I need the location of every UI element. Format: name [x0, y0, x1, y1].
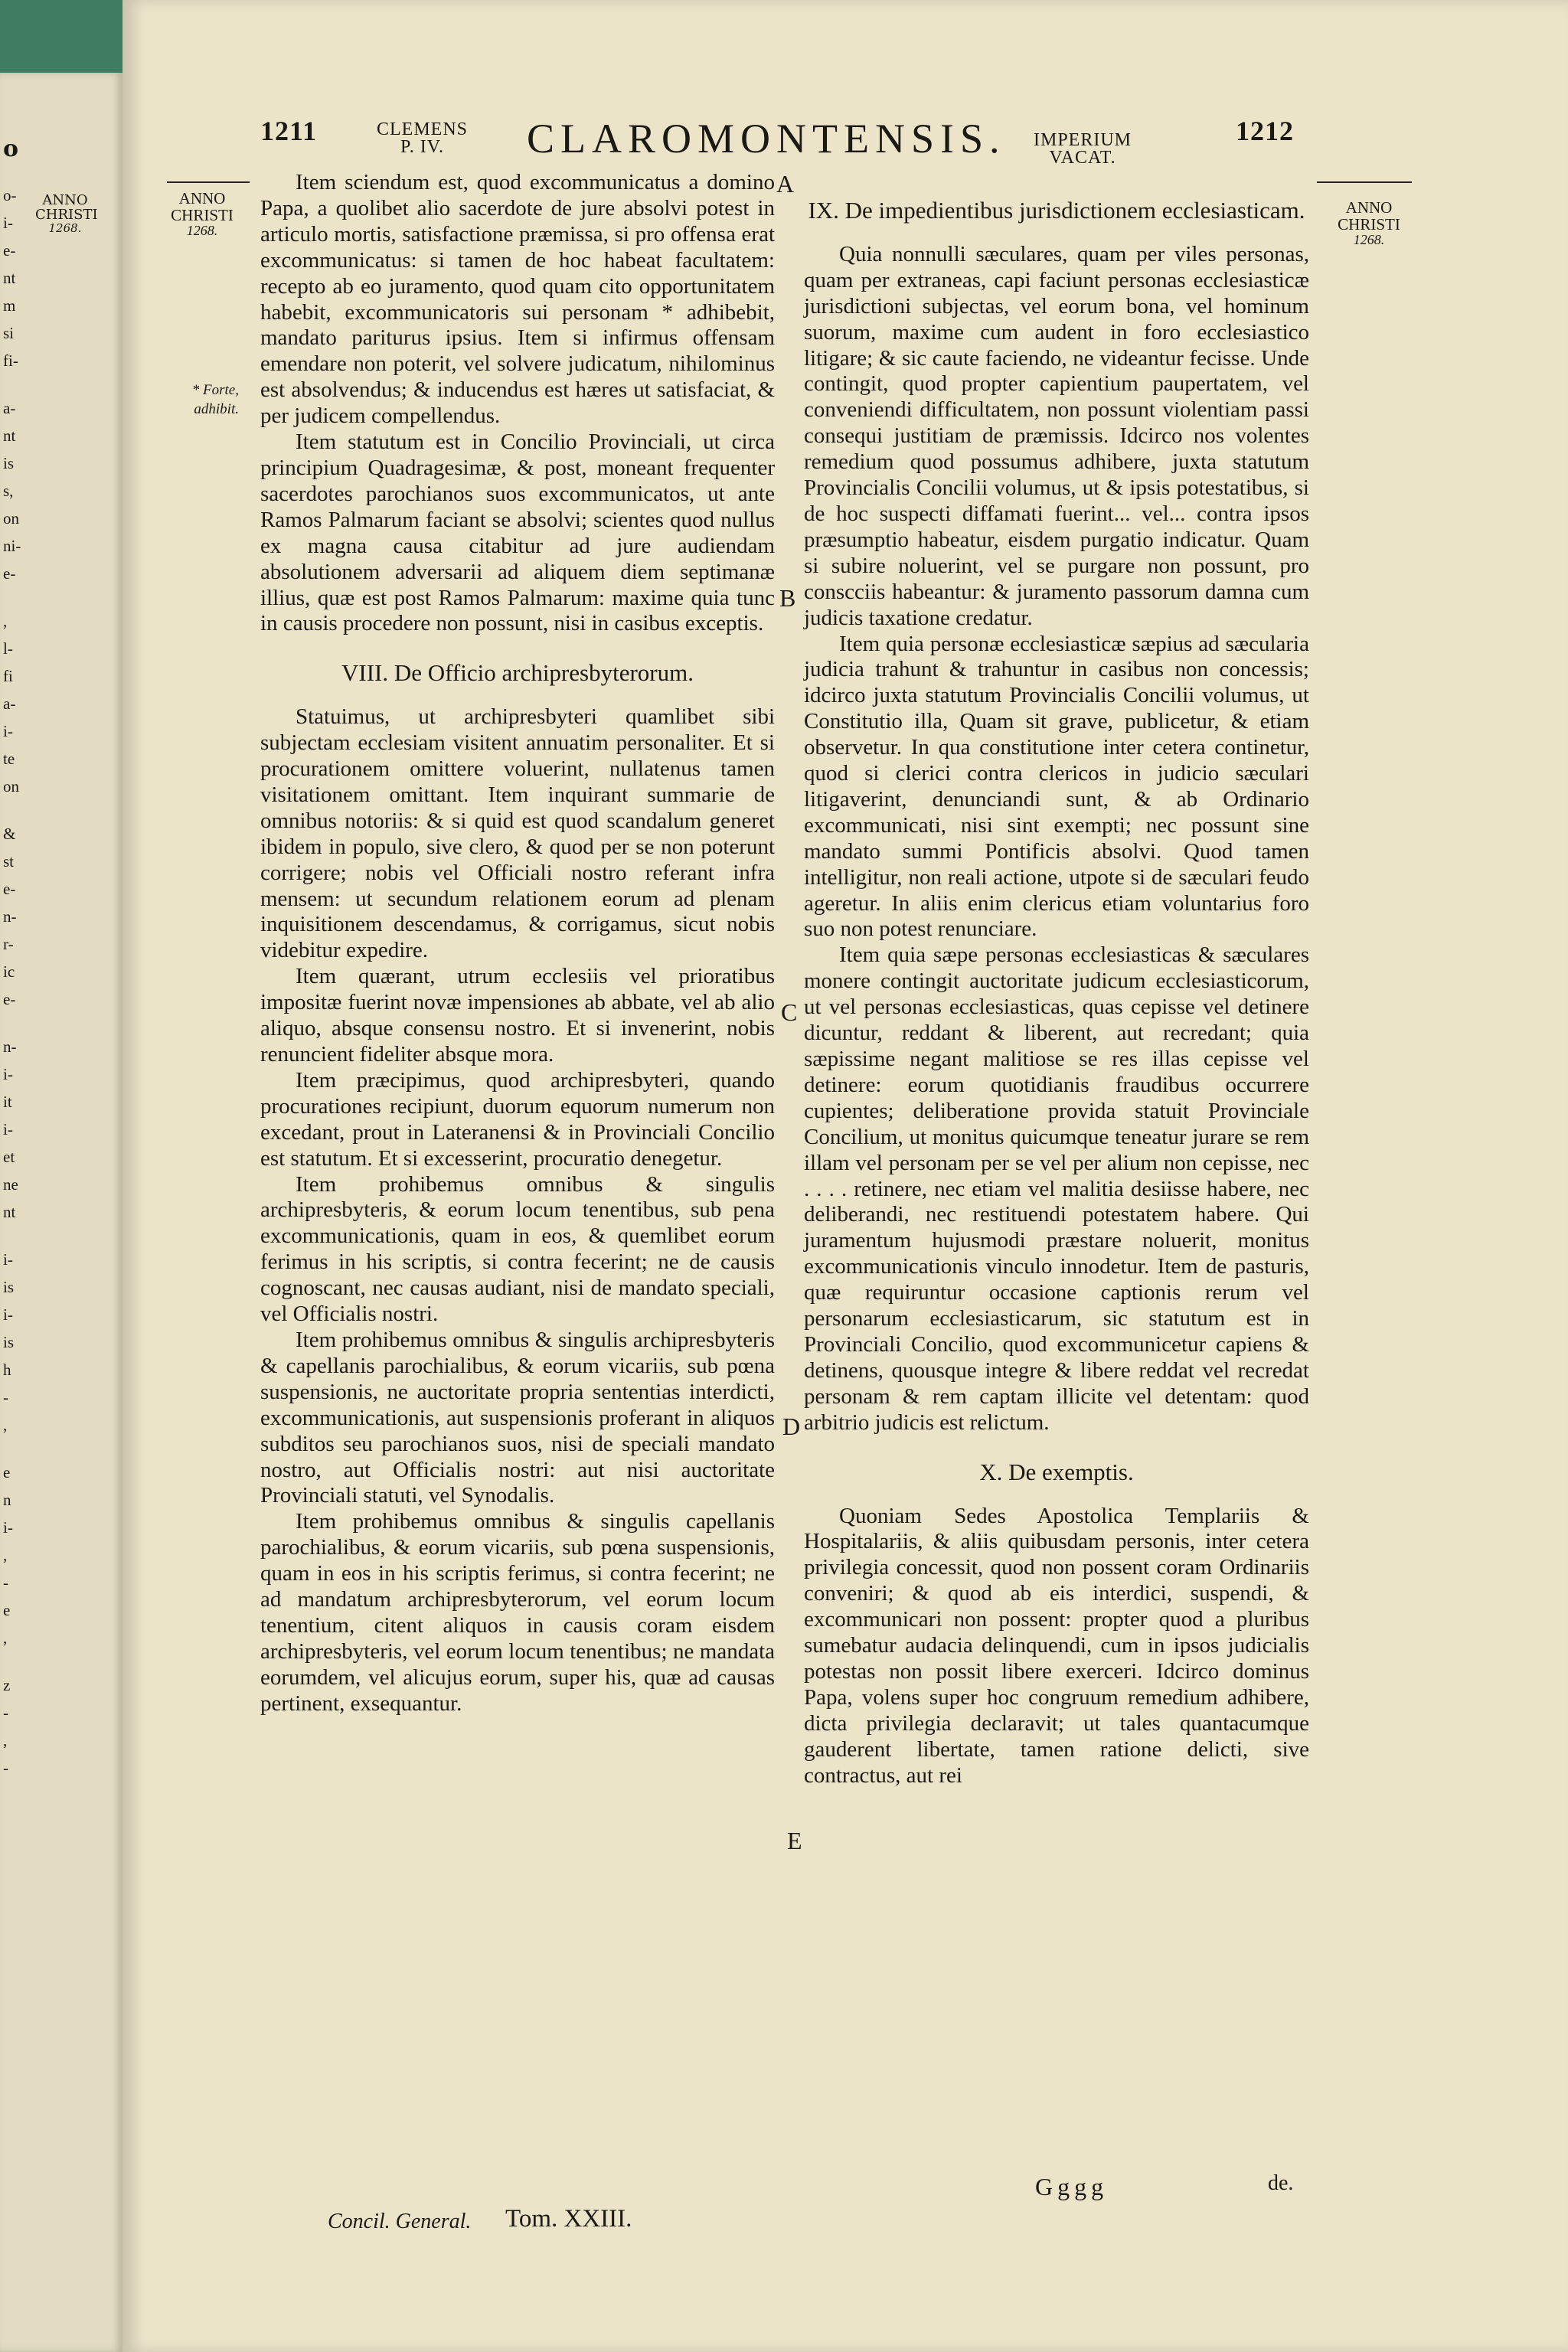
section-marker-e: E — [787, 1827, 802, 1854]
previous-page-fragment: - — [3, 1759, 8, 1777]
previous-page-fragment: ic — [3, 962, 15, 981]
previous-page-fragment: n- — [3, 1037, 17, 1056]
section-marker-c: C — [781, 998, 798, 1026]
left-page-number: 1211 — [260, 116, 318, 146]
prev-anno-line2: CHRISTI — [35, 206, 98, 223]
previous-page-fragment: n- — [3, 907, 17, 926]
left-paragraph-2: Item statutum est in Concilio Provinciali, ut circa principium Quadragesimæ, & post, moneant frequenter sacerdotes parochianos suos excommunicatos, ut ante Ramos Palmarum faciant se absolvi; scientes quod nullus ex magna causa citabitur ad jure audiendam absolutionem adversarii ad aliquem diem septimanæ illius, quæ est post Ramos Palmarum: maxime quia tunc in causis procedere non possunt, nisi in casibus exceptis. — [260, 430, 775, 636]
previous-page-fragment: a- — [3, 399, 16, 417]
previous-page-fragment: e- — [3, 564, 16, 583]
right-anno-line1: ANNO — [1345, 198, 1393, 217]
right-paragraph-2: Item quia personæ ecclesiasticæ sæpius ad sæcularia judicia trahunt & trahuntur in casibus non concessis; idcirco juxta statutum Provincialis Concilii volumus, ut Constitutio illa, Quam sit grave, publicetur, & etiam observetur. In qua constitutione inter cetera continetur, quod si clerici contra clericos in judicio sæculari litigaverint, denunciandi sunt, & ab Ordinario excommunicati, nisi sint exempti; nec possunt sine mandato summi Pontificis absolvi. Quod tamen intelligitur, non reali actione, utpote si de sæculari feudo ageretur. In aliis enim clericus etiam voluntarius foro suo non potest renunciare. — [804, 631, 1309, 942]
previous-page-fragment: a- — [3, 694, 16, 713]
previous-page-fragment: on — [3, 777, 19, 795]
previous-page-fragment: & — [3, 825, 16, 843]
left-margin-rule — [167, 181, 250, 183]
previous-page-fragment: fi — [3, 667, 13, 685]
previous-page-fragment: , — [3, 1731, 8, 1749]
section-heading-ix — [804, 198, 1309, 225]
footer-volume-tom: Tom. XXIII. — [505, 2205, 632, 2233]
previous-page-fragment: i- — [3, 1065, 13, 1083]
previous-page-fragment: e — [3, 1463, 11, 1481]
previous-page-fragment: is — [3, 1278, 15, 1296]
previous-page-fragment: s, — [3, 482, 14, 500]
previous-page-fragment: et — [3, 1148, 15, 1166]
previous-page-fragment: n — [3, 1491, 11, 1509]
previous-page-edge — [0, 73, 122, 2352]
previous-page-fragment: i- — [3, 1120, 13, 1138]
previous-page-fragment: ni- — [3, 537, 21, 555]
previous-page-fragment: r- — [3, 935, 14, 953]
book-page — [122, 0, 1568, 2352]
previous-page-fragment: i- — [3, 214, 13, 232]
previous-page-fragment: i- — [3, 1518, 13, 1537]
section-heading-x-text: X. De exemptis. — [979, 1458, 1134, 1485]
previous-page-fragment: e- — [3, 880, 16, 898]
previous-page-fragment: si — [3, 324, 15, 342]
left-paragraph-8: Item prohibemus omnibus & singulis capellanis parochialibus, & eorum vicariis, sub pœna suspensionis, quam in eos in his scriptis ferimus, si contra fecerint; ne ad mandatum archipresbyterorum, vel eorum locum tenentium, citent aliquos in causis coram eisdem archipresbyteris, vel eorum locum tenentibus; ne mandata eorumdem, vel alicujus eorum, super his, quæ ad causas pertinent, exsequantur. — [260, 1509, 775, 1716]
left-paragraph-6: Item prohibemus omnibus & singulis archipresbyteris, & eorum locum tenentibus, sub pena excommunicationis, quam in eos, & quemlibet eorum ferimus in his scriptis, si contra fecerint; ne de causis cognoscant, nec causas audiant, nisi de mandato speciali, vel Officialis nostri. — [260, 1171, 775, 1327]
left-anno-line1: ANNO — [178, 189, 226, 207]
left-anno-christi — [162, 190, 242, 238]
right-paragraph-1: Quia nonnulli sæculares, quam per viles personas, quam per extraneas, capi faciunt personas ecclesiasticæ jurisdictioni subjectas, vel eorum bona, vel hominum suorum, maxime cum audent in foro ecclesiastico litigare; & sic caute faciendo, ne videantur fecisse. Unde contingit, quod propter capientium paupertatem, vel conveniendi difficultatem, non possunt violentiam passi consequi justitiam de præmissis. Idcirco nos volentes remedium quod possumus adhibere, juxta statutum Provincialis Concilii volumus, ut & ipsis potestatibus, si de hoc suspecti diffamati fuerint... vel... contra ipsos præsumptio habeatur, eisdem purgatio indicatur. Quam si subire noluerint, vel se purgare non possunt, pro conscciis habeantur: & juramento passorum damna cum judicis taxatione credatur. — [804, 241, 1309, 630]
signature-mark: Gggg — [1035, 2173, 1109, 2200]
left-paragraph-3: Statuimus, ut archipresbyteri quamlibet sibi subjectam ecclesiam visitent annuatim personaliter. Et si procurationem omittere voluerint, nullatenus tamen visitationem omittant. Item inquirant summarie de omnibus notoriis: & si quid est quod scandalum generet ibidem in populo, sive clero, & quod per se non poterunt corrigere; nobis vel Officiali nostro referant infra mensem: ut secundum relationem eorum ad plenam inquisitionem descendamus, & corrigamus, sicut nobis videbitur expedire. — [260, 704, 775, 963]
left-running-head — [377, 121, 468, 156]
previous-page-fragment: z — [3, 1676, 11, 1694]
previous-page-fragment: - — [3, 1388, 8, 1406]
previous-page-fragment: st — [3, 852, 15, 871]
previous-page-fragment: fi- — [3, 351, 18, 370]
left-paragraph-4: Item quærant, utrum ecclesiis vel prioratibus impositæ fuerint novæ impensiones ab abbate, vel ab alio aliquo, absque consensu nostro. Et si invenerint, nobis renuncient fideliter absque mora. — [260, 964, 775, 1067]
previous-page-fragment: is — [3, 454, 15, 472]
previous-page-fragment: m — [3, 296, 16, 315]
side-note-line1: * Forte, — [191, 382, 239, 398]
previous-page-anno-christi — [35, 192, 98, 235]
section-heading-x — [804, 1459, 1309, 1487]
section-heading-viii-text: VIII. De Officio archipresbyterorum. — [341, 659, 694, 687]
previous-page-fragment: ne — [3, 1175, 18, 1194]
right-paragraph-3: Item quia sæpe personas ecclesiasticas & sæculares monere contingit auctoritate judicum ecclesiasticorum, ut vel personas ecclesiasticas, quas cepisse vel detinere dicuntur, reddant & liberent, aut recredant; quia sæpissime negant malitiose se res illas cepisse vel detinere: eorum quotidianis fraudibus occurrere cupientes; deliberatione provida statuit Provinciale Concilium, ut monitus quicumque teneatur jurare se rem illam vel personam per se vel per alium non cepisse, nec . . . . retinere, nec etiam vel malitia desiisse habere, nec deliberandi, nec restituendi potestatem habere. Qui juramentum hujusmodi præstare noluerit, monitus excommunicationis vinculo innodetur. Item de pasturis, quæ requiruntur occasione captionis rerum vel personarum ecclesiasticarum, sic statutum est in Provinciali Concilio, quod excommunicetur capiens & detinens, quousque integre & libere reddat vel recredat personam & rem captam illicite vel detentam: quod arbitrio judicis est relictum. — [804, 942, 1309, 1435]
previous-page-fragment: l- — [3, 639, 13, 658]
right-anno-year: 1268. — [1353, 232, 1385, 248]
section-heading-ix-text: IX. De impedientibus jurisdictionem ecclesiasticam. — [808, 197, 1305, 224]
previous-page-fragment: o- — [3, 186, 17, 204]
left-anno-year: 1268. — [186, 223, 218, 239]
right-running-head-line1: IMPERIUM — [1034, 130, 1132, 150]
previous-page-fragment: it — [3, 1093, 12, 1111]
previous-page-fragment: , — [3, 1416, 8, 1434]
right-margin-rule — [1317, 181, 1412, 183]
left-running-head-line1: CLEMENS — [377, 119, 469, 139]
left-text-column — [260, 170, 775, 1717]
previous-page-fragment: , — [3, 612, 8, 630]
previous-page-fragment: i- — [3, 722, 13, 740]
section-marker-d: D — [782, 1413, 801, 1440]
previous-page-fragment: i- — [3, 1305, 13, 1324]
section-heading-viii — [260, 660, 775, 688]
right-running-head — [1034, 132, 1132, 167]
section-marker-b: B — [779, 584, 796, 612]
previous-page-fragment: - — [3, 1573, 8, 1592]
left-paragraph-1: Item sciendum est, quod excommunicatus a domino Papa, a quolibet alio sacerdote de jure absolvi potest in articulo mortis, satisfactione præmissa, si pro offensa erat excommunicatus: si tamen de hoc habeat facultatem: recepto ab eo juramento, quod quam cito opportunitatem habebit, excommunicatoris sui personam * adhibebit, mandato pariturus ipsius. Item si infirmus offensam emendare non poterit, vel solvere judicatum, nihilominus est absolvendus; & inducendus est hæres ut satisfaciat, & per judicem compellendus. — [260, 170, 775, 429]
previous-page-fragment: h — [3, 1361, 11, 1379]
left-running-head-line2: P. IV. — [400, 136, 444, 157]
previous-page-fragment: e — [3, 1601, 11, 1619]
previous-page-fragment: nt — [3, 1203, 16, 1221]
right-anno-christi — [1323, 199, 1415, 247]
right-text-column — [804, 190, 1309, 1788]
side-note-line2: adhibit. — [194, 400, 239, 417]
previous-page-top-fragment: o — [3, 136, 19, 162]
previous-page-fragment: on — [3, 509, 19, 528]
previous-page-fragment: - — [3, 1704, 8, 1722]
right-anno-line2: CHRISTI — [1338, 215, 1400, 234]
left-paragraph-7: Item prohibemus omnibus & singulis archipresbyteris & capellanis parochialibus, & eorum vicariis, sub pœna suspensionis, ne auctoritate propria sententias interdicti, excommunicationis, aut suspensionis proferant in aliquos subditos seu parochianos suos, nisi de speciali mandato nostro, aut Officialis nostri: aut nisi auctoritate Provinciali statuti, vel Synodalis. — [260, 1327, 775, 1508]
left-paragraph-5: Item præcipimus, quod archipresbyteri, quando procurationes recipiunt, duorum equorum numerum non excedant, prout in Lateranensi & in Provinciali Concilio est statutum. Et si excesserint, procuratio denegetur. — [260, 1067, 775, 1171]
prev-anno-year: 1268. — [48, 220, 82, 235]
previous-page-fragment: is — [3, 1333, 15, 1351]
previous-page-fragment: , — [3, 1628, 8, 1647]
right-page-number: 1212 — [1236, 116, 1294, 146]
previous-page-fragment: te — [3, 750, 15, 768]
left-anno-line2: CHRISTI — [171, 206, 234, 225]
catchword: de. — [1268, 2171, 1294, 2195]
previous-page-fragment: e- — [3, 241, 16, 260]
previous-page-fragment: e- — [3, 990, 16, 1008]
previous-page-fragment: , — [3, 1546, 8, 1564]
footer-volume-label: Concil. General. — [328, 2210, 472, 2233]
previous-page-fragment: nt — [3, 426, 16, 445]
right-paragraph-4: Quoniam Sedes Apostolica Templariis & Hospitalariis, & aliis quibusdam personis, inter cetera privilegia concessit, quod non possent coram Ordinariis conveniri; & quod ab eis interdici, suspendi, & excommunicari non possent: propter quod a pluribus sumebatur audacia delinquendi, cum in ipsos judicialis potestas non possit libere exerceri. Idcirco dominus Papa, volens super hoc congruum remedium adhibere, dicta privilegia declaravit; ut tales quantacumque gauderent libertate, tamen ratione delicti, sive contractus, aut rei — [804, 1503, 1309, 1788]
previous-page-fragment: nt — [3, 269, 16, 287]
margin-side-note — [153, 381, 239, 419]
right-running-head-line2: VACAT. — [1049, 147, 1116, 168]
section-marker-a: A — [776, 170, 795, 198]
page-title: CLAROMONTENSIS. — [527, 116, 1006, 162]
previous-page-fragment: i- — [3, 1250, 13, 1269]
prev-anno-line1: ANNO — [42, 192, 88, 208]
